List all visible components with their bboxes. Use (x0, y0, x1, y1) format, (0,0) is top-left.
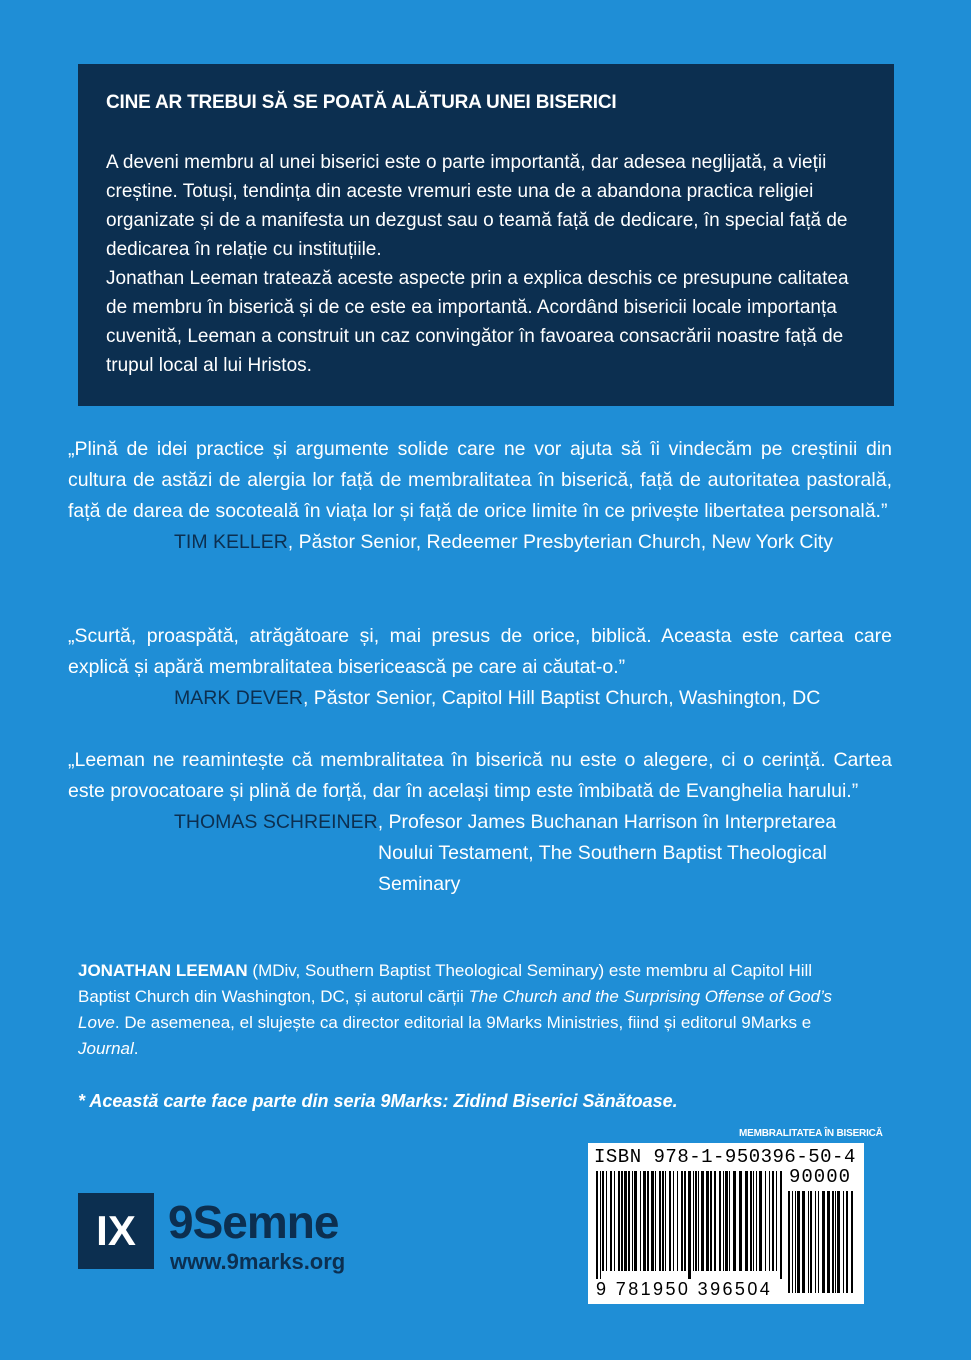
endorsement-text: „Plină de idei practice și argumente solide care ne vor ajuta să îi vindecăm pe creștinii din cultura de astăzi de alergia lor față de membralitatea în biserică, față de autoritatea pastorală, față de darea de socoteală în viața lor și față de orice limite în ce privește libertatea personală.” (68, 438, 892, 522)
logo-url: www.9marks.org (170, 1249, 346, 1274)
bio-text: . (133, 1039, 139, 1058)
author-name: JONATHAN LEEMAN (78, 961, 248, 980)
logo-name: 9Semne (168, 1196, 339, 1248)
endorser-role-line-3: Seminary (378, 873, 461, 895)
logo-mark: IX (78, 1193, 154, 1269)
addon-barcode-bars-icon (788, 1191, 854, 1301)
isbn-barcode (588, 1143, 864, 1304)
endorser-role-line-2: Noului Testament, The Southern Baptist Theological (378, 842, 827, 864)
endorsement-schreiner (68, 745, 892, 900)
book-title: The Church and the Surprising Offense of God’s Love (78, 987, 833, 1032)
endorsement-text: „Leeman ne reamintește că membralitatea în biserică nu este o alegere, ci o cerință. Cartea este provocatoare și plină de forță, dar în același timp este îmbibată de Evanghelia harului.” (68, 749, 892, 802)
endorsement-attribution (68, 527, 892, 558)
endorsement-attribution (68, 807, 892, 838)
barcode-book-title: MEMBRALITATEA ÎN BISERICĂ (739, 1128, 883, 1139)
endorser-role: , Păstor Senior, Redeemer Presbyterian Church, New York City (287, 531, 833, 553)
endorsement-attribution (68, 683, 892, 714)
description-paragraph-2: Jonathan Leeman tratează aceste aspecte prin a explica deschis ce presupune calitatea de membru în biserică și de ce este ea importantă. Acordând bisericii locale importanța cuvenită, Leeman a construit un caz convingător în favoarea consacrării noastre față de trupul local al lui Hristos. (106, 268, 849, 376)
barcode-bars-icon (596, 1171, 784, 1279)
journal-title: Journal (78, 1039, 134, 1058)
endorser-name: TIM KELLER (174, 531, 288, 553)
endorser-role: , Profesor James Buchanan Harrison în Interpretarea (377, 811, 837, 833)
endorser-name: THOMAS SCHREINER (174, 811, 378, 833)
isbn-label: ISBN 978-1-950396-50-4 (594, 1146, 856, 1168)
description-title: CINE AR TREBUI SĂ SE POATĂ ALĂTURA UNEI BISERICI (106, 92, 617, 113)
bio-text: (MDiv, Southern Baptist Theological Seminary) este membru al Capitol Hill Baptist Church din Washington, DC, și autorul cărții (78, 961, 813, 1006)
endorsement-dever (68, 621, 892, 714)
description-paragraph-1: A deveni membru al unei biserici este o parte importantă, dar adesea neglijată, a vieții creștine. Totuși, tendința din aceste vremuri este una de a abandona practica religiei organizate și de a manifesta un dezgust sau o teamă față de dedicare, în special față de dedicarea în relație cu instituțiile. (106, 152, 848, 260)
barcode-digits: 9 781950 396504 (596, 1279, 773, 1299)
endorsement-keller (68, 434, 892, 558)
endorser-role: , Păstor Senior, Capitol Hill Baptist Church, Washington, DC (302, 687, 821, 709)
endorsement-text: „Scurtă, proaspătă, atrăgătoare și, mai presus de orice, biblică. Aceasta este cartea care explică și apără membralitatea bisericească pe care ai căutat-o.” (68, 625, 892, 678)
series-note: * Această carte face parte din seria 9Marks: Zidind Biserici Sănătoase. (78, 1091, 678, 1111)
bio-text: . De asemenea, el slujește ca director editorial la 9Marks Ministries, fiind și editorul 9Marks e (114, 1013, 812, 1032)
author-bio (78, 958, 868, 1062)
description-box (78, 64, 894, 406)
endorser-name: MARK DEVER (174, 687, 303, 709)
price-code: 90000 (789, 1166, 852, 1188)
